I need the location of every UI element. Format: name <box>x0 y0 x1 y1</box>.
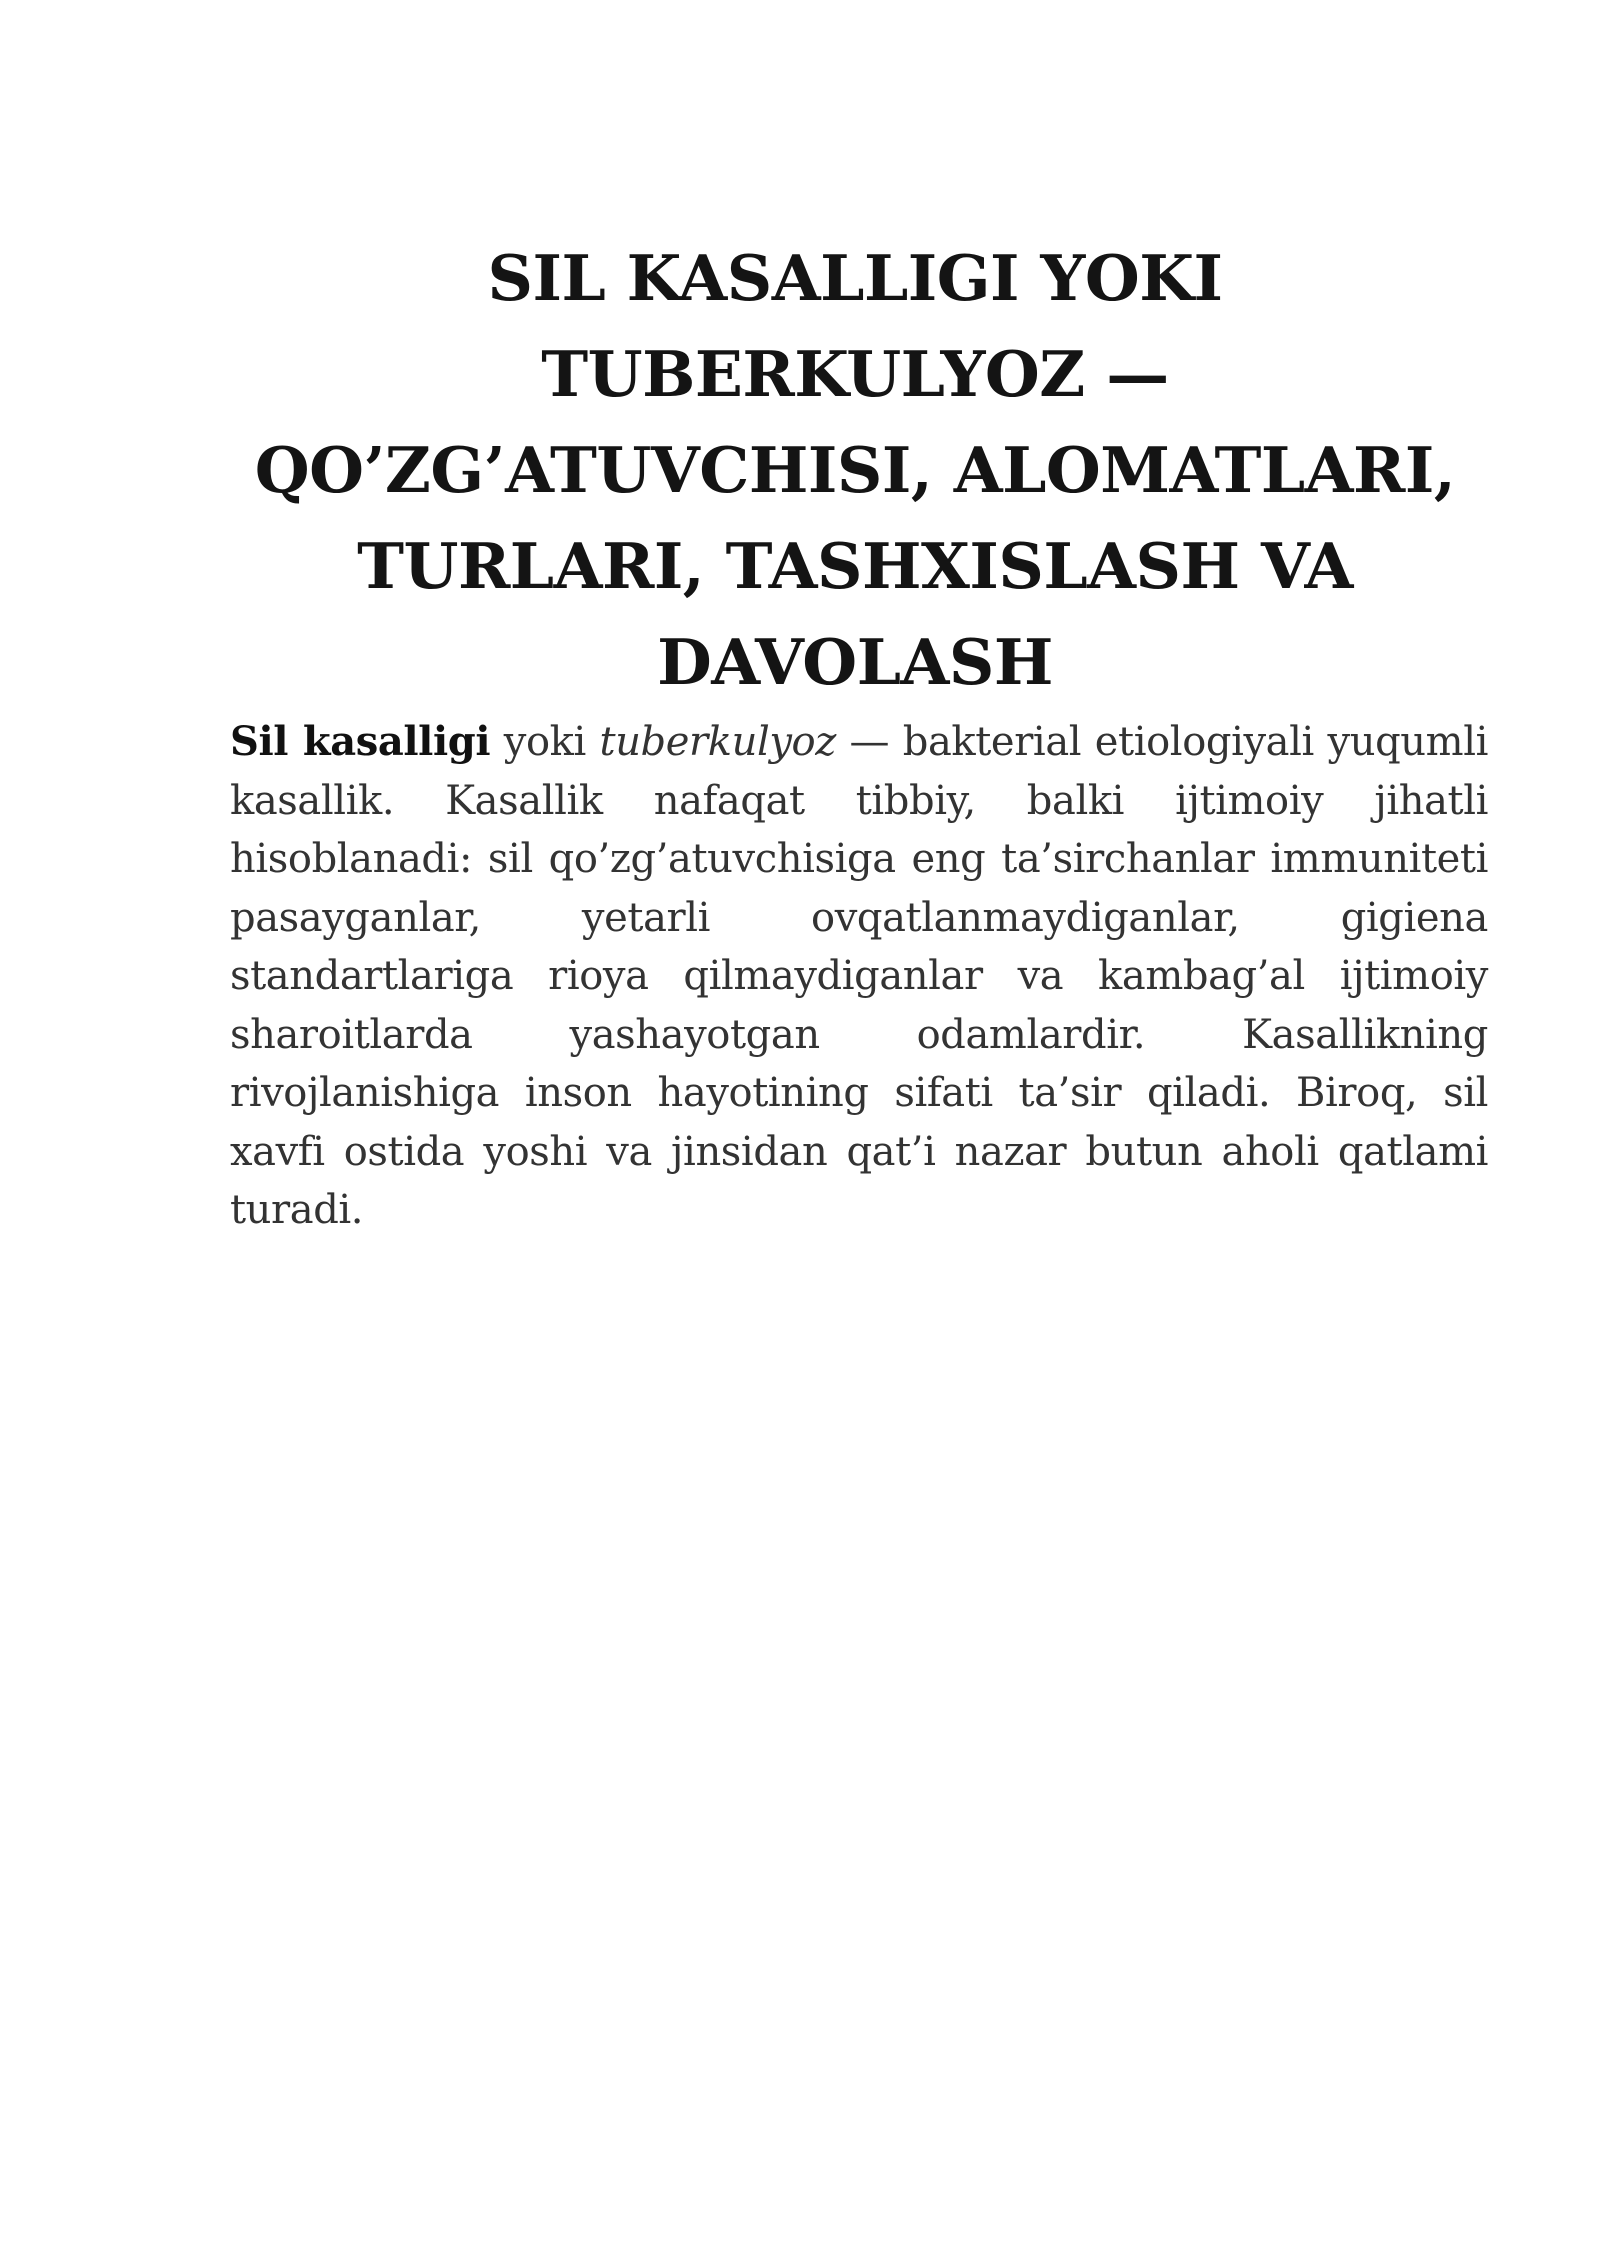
term-bold: Sil kasalligi <box>230 718 491 765</box>
page-title: SIL KASALLIGI YOKI TUBERKULYOZ — QO’ZG’ATUVCHISI, ALOMATLARI, TURLARI, TASHXISLASH VA DAVOLASH <box>254 241 1456 699</box>
term-italic: tuberkulyoz <box>599 719 836 765</box>
intro-paragraph <box>230 713 1488 1240</box>
paragraph-text: — bakterial etiologiyali yuqumli kasallik. Kasallik nafaqat tibbiy, balki ijtimoiy jihatli hisoblanadi: sil qo’zg’atuvchisiga eng ta’sirchanlar immuniteti pasayganlar, yetarli ovqatlanmaydiganlar, gigiena standartlariga rioya qilmaydiganlar va kambag’al ijtimoiy sharoitlarda yashayotgan odamlardir. Kasallikning rivojlanishiga inson hayotining sifati ta’sir qiladi. Biroq, sil xavfi ostida yoshi va jinsidan qat’i nazar butun aholi qatlami turadi. <box>230 719 1488 1233</box>
connector-text: yoki <box>490 719 600 765</box>
